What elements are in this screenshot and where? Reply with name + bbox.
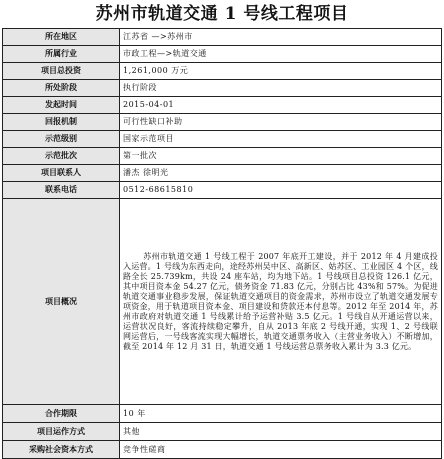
table-row-demo-level	[3, 131, 442, 148]
row-value: 执行阶段	[120, 80, 442, 97]
table-row-region	[3, 29, 442, 46]
overview-text: 苏州市轨道交通 1 号线工程于 2007 年底开工建设，并于 2012 年 4 月建成投入运营。1 号线为东西走向，途经苏州吴中区、高新区、姑苏区、工业园区 4 个区，线路全长 25.739km，共设 24 座车站，均为地下站。1 号线项目总投资 126.1 亿元，其中项目资本金 54.27 亿元，债务资金 71.83 亿元，分别占比 43%和 57%。为促进轨道交通事业稳步发展，保证轨道交通项目的资金需求，苏州市设立了轨道交通发展专项资金，用于轨道项目资本金、项目建设和贷款还本付息等。2012 年至 2014 年，苏州市政府对轨道交通 1 号线累计给予运营补贴 3.5 亿元。1 号线自从开通运营以来，运营状况良好，客流持续稳定攀升，自从 2013 年底 2 号线开通，实现 1、2 号线联网运营后，一号线客流实现大幅增长，轨道交通票务收入（主营业务收入）不断增加，截至 2014 年 12 月 31 日，轨道交通 1 号线运营总票务收入累计为 3.3 亿元。	[123, 251, 438, 351]
row-label: 示范级别	[3, 131, 120, 148]
row-label: 所属行业	[3, 46, 120, 63]
row-label: 回报机制	[3, 114, 120, 131]
row-label: 所在地区	[3, 29, 120, 46]
row-value: 其他	[120, 423, 442, 441]
row-label: 联系电话	[3, 182, 120, 199]
row-value: 竞争性磋商	[120, 441, 442, 459]
row-label: 采购社会资本方式	[3, 441, 120, 459]
table-row-launch-date	[3, 97, 442, 114]
row-label: 所处阶段	[3, 80, 120, 97]
table-row-overview	[3, 199, 442, 405]
table-row-investment	[3, 63, 442, 80]
row-label: 项目总投资	[3, 63, 120, 80]
row-value: 可行性缺口补助	[120, 114, 442, 131]
project-info-table	[2, 28, 442, 459]
table-row-phone	[3, 182, 442, 199]
row-label: 项目概况	[3, 199, 120, 405]
table-row-demo-batch	[3, 148, 442, 165]
table-row-stage	[3, 80, 442, 97]
row-value: 0512-68615810	[120, 182, 442, 199]
row-value: 10 年	[120, 405, 442, 423]
table-row-industry	[3, 46, 442, 63]
row-value-overview	[120, 199, 442, 405]
row-label: 发起时间	[3, 97, 120, 114]
row-value: 1,261,000 万元	[120, 63, 442, 80]
page-title: 苏州市轨道交通 1 号线工程项目	[95, 4, 349, 24]
row-label: 示范批次	[3, 148, 120, 165]
table-row-contact	[3, 165, 442, 182]
row-value: 国家示范项目	[120, 131, 442, 148]
table-row-term	[3, 405, 442, 423]
table-row-operation-mode	[3, 423, 442, 441]
row-label: 项目运作方式	[3, 423, 120, 441]
table-row-procurement	[3, 441, 442, 459]
row-value: 第一批次	[120, 148, 442, 165]
row-label: 项目联系人	[3, 165, 120, 182]
table-row-return-mechanism	[3, 114, 442, 131]
row-value: 潘杰 徐明光	[120, 165, 442, 182]
row-value: 市政工程—>轨道交通	[120, 46, 442, 63]
row-value: 江苏省 —>苏州市	[120, 29, 442, 46]
row-label: 合作期限	[3, 405, 120, 423]
row-value: 2015-04-01	[120, 97, 442, 114]
